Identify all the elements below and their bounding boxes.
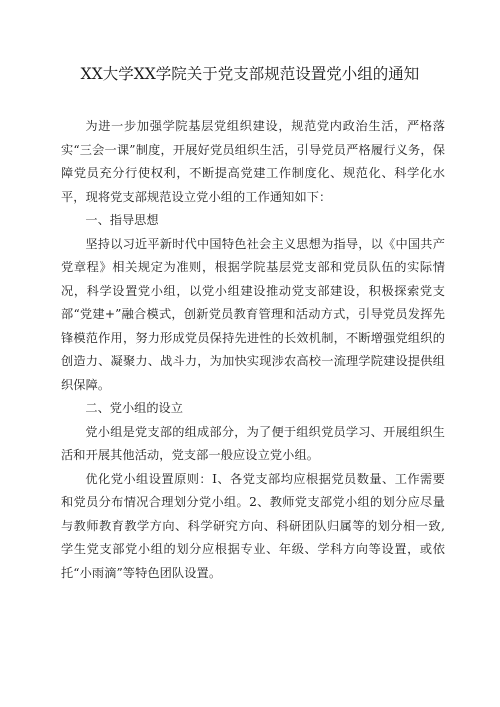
section-heading-party-group-setup: 二、党小组的设立 bbox=[85, 401, 183, 415]
party-group-definition-paragraph: 党小组是党支部的组成部分，为了便于组织党员学习、开展组织生活和开展其他活动，党支部一般应设立党小组。 bbox=[61, 424, 445, 462]
party-group-principles-paragraph: 优化党小组设置原则：I、各党支部均应根据党员数量、工作需要和党员分布情况合理划分党小组。2、教师党支部党小组的划分应尽量与教师教育教学方向、科学研究方向、科研团队归属等的划分相一致,学生党支部党小组的划分应根据专业、年级、学科方向等设置，或依托“小雨滴”等特色团队设置。 bbox=[61, 471, 445, 580]
document-title: XX大学XX学院关于党支部规范设置党小组的通知 bbox=[80, 65, 420, 83]
document-body bbox=[61, 115, 445, 585]
intro-paragraph: 为进一步加强学院基层党组织建设，规范党内政治生活，严格落实“三会一课”制度，开展好党员组织生活，引导党员严格履行义务，保障党员充分行使权利，不断提高党建工作制度化、规范化、科学化水平，现将党支部规范设立党小组的工作通知如下： bbox=[61, 119, 445, 204]
guiding-ideology-paragraph: 坚持以习近平新时代中国特色社会主义思想为指导，以《中国共产党章程》相关规定为准则，根据学院基层党支部和党员队伍的实际情况，科学设置党小组，以党小组建设推动党支部建设，积极探索党支部“党建+”融合模式，创新党员教育管理和活动方式，引导党员发挥先锋模范作用，努力形成党员保持先进性的长效机制，不断增强党组织的创造力、凝聚力、战斗力，为加快实现涉农高校一流理学院建设提供组织保障。 bbox=[61, 236, 445, 392]
section-heading-guiding-ideology: 一、指导思想 bbox=[85, 213, 159, 227]
